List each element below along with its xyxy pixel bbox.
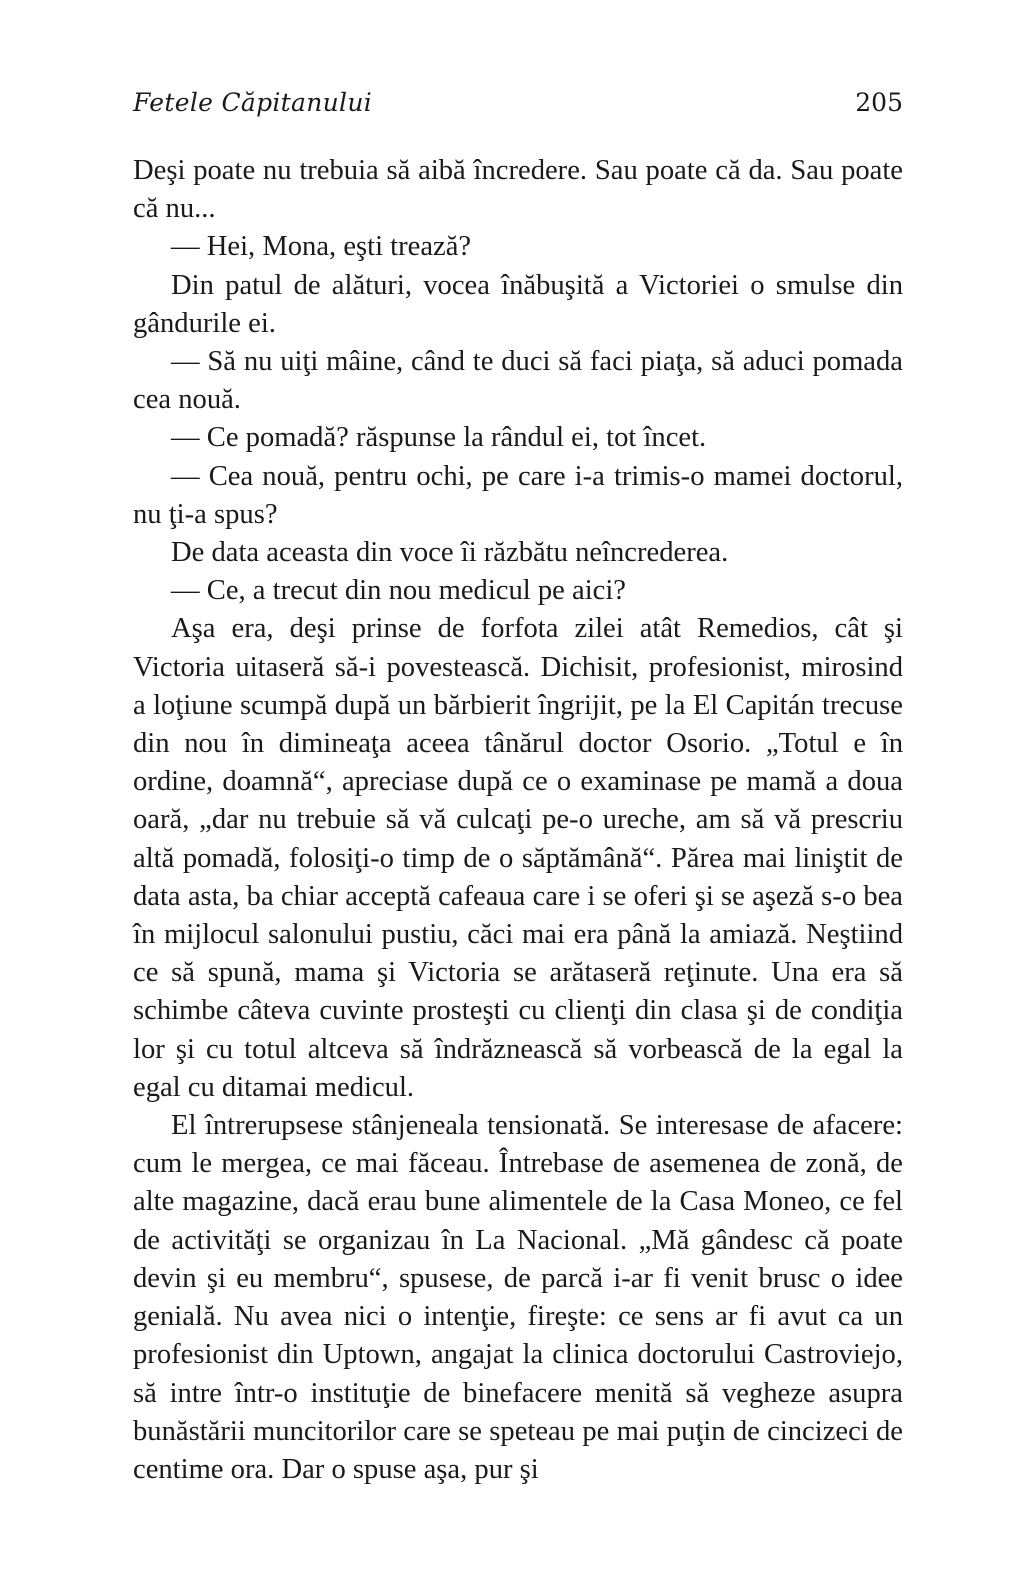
- book-title: Fetele Căpitanului: [133, 88, 373, 117]
- paragraph: Deşi poate nu trebuia să aibă încredere. Sau poate că da. Sau poate că nu...: [133, 155, 903, 225]
- dialogue-line: — Cea nouă, pentru ochi, pe care i-a trimis-o mamei doctorul, nu ţi-a spus?: [133, 460, 903, 530]
- dialogue-line: — Hei, Mona, eşti trează?: [171, 231, 472, 263]
- dialogue-line: — Să nu uiţi mâine, când te duci să faci piaţa, să aduci pomada cea nouă.: [133, 346, 903, 416]
- running-header: [133, 88, 903, 128]
- paragraph: De data aceasta din voce îi răzbătu neîncrederea.: [171, 537, 729, 569]
- page-number: 205: [855, 88, 903, 117]
- dialogue-line: — Ce, a trecut din nou medicul pe aici?: [171, 575, 626, 607]
- paragraph: Aşa era, deşi prinse de forfota zilei atât Remedios, cât şi Victoria uitaseră să-i povestească. Dichisit, profesionist, mirosind a loţiune scumpă după un bărbierit îngrijit, pe la El Capitán trecuse din nou în dimineaţa aceea tânărul doctor Osorio. „Totul e în ordine, doamnă“, apreciase după ce o examinase pe mamă a doua oară, „dar nu trebuie să vă culcaţi pe-o ureche, am să vă prescriu altă pomadă, folosiţi-o timp de o săptămână“. Părea mai liniştit de data asta, ba chiar acceptă cafeaua care i se oferi şi se aşeză s-o bea în mijlocul salonului pustiu, căci mai era până la amiază. Neştiind ce să spună, mama şi Victoria se arătaseră reţinute. Una era să schimbe câteva cuvinte prosteşti cu clienţi din clasa şi de condiţia lor şi cu totul altceva să îndrăznească să vorbească de la egal la egal cu ditamai medicul.: [133, 613, 903, 1103]
- dialogue-line: — Ce pomadă? răspunse la rândul ei, tot încet.: [171, 422, 707, 454]
- paragraph: Din patul de alături, vocea înăbuşită a Victoriei o smulse din gândurile ei.: [133, 269, 903, 339]
- paragraph: El întrerupsese stânjeneala tensionată. Se interesase de afacere: cum le mergea, ce mai făceau. Întrebase de asemenea de zonă, de alte magazine, dacă erau bune alimentele de la Casa Moneo, ce fel de activităţi se organizau în La Nacional. „Mă gândesc că poate devin şi eu membru“, spusese, de parcă i-ar fi venit brusc o idee genială. Nu avea nici o intenţie, fireşte: ce sens ar fi avut ca un profesionist din Uptown, angajat la clinica doctorului Castroviejo, să intre într-o instituţie de binefacere menită să vegheze asupra bunăstării muncitorilor care se speteau pe mai puţin de cincizeci de centime ora. Dar o spuse aşa, pur şi: [133, 1110, 903, 1485]
- body-text: [133, 152, 903, 1489]
